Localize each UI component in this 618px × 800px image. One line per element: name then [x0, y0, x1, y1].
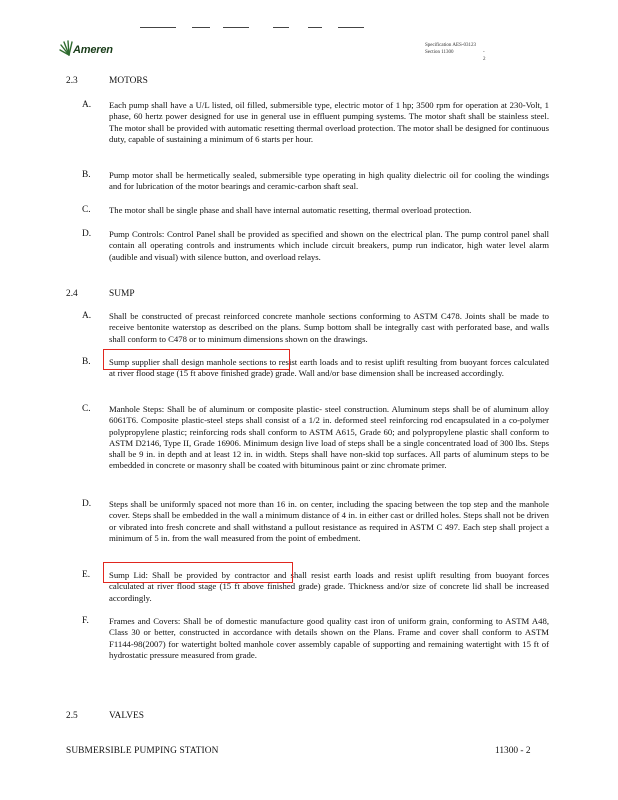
- section-title-sump: SUMP: [109, 289, 135, 299]
- item-letter: C.: [82, 404, 91, 414]
- item-letter: C.: [82, 205, 91, 215]
- item-letter: A.: [82, 100, 92, 110]
- paragraph-manhole-steps: Manhole Steps: Shall be of aluminum or composite plastic- steel construction. Aluminum steps shall be of aluminum alloy 6061T6. Composite plastic-steel steps shall consist of a 1/2 in. deformed steel reinforcing rod encapsulated in a co-polymer polypropylene plastic; reinforcing rods shall conform to ASTM A615, Grade 60; and polypropylene plastic shall conform to ASTM D2146, Type II, Grade 16906. Minimum design live load of steps shall be a single concentrated load of 300 lbs. Steps shall be 9 in. in depth and at least 12 in. in width. Steps shall have non-skid top surfaces. All parts of aluminum steps to be embedded in concrete or masonry shall be coated with bituminous paint or zinc chromate primer.: [109, 404, 549, 471]
- item-letter: E.: [82, 570, 91, 580]
- paragraph-sump-d: Steps shall be uniformly spaced not more than 16 in. on center, including the spacing between the top step and the manhole cover. Steps shall be embedded in the wall a minimum distance of 4 in. in either cast or drilled holes. Steps shall not be driven or vibrated into fresh concrete and shall withstand a pullout resistance as required in ASTM C 497. Each step shall project a minimum of 5 in. from the wall measured from the point of embedment.: [109, 499, 549, 543]
- paragraph-sump-a: Shall be constructed of precast reinforced concrete manhole sections conforming to ASTM C478. Joints shall be made to receive bentonite waterstop as described on the plans. Sump bottom shall be integrally cast with perforated base, and walls shall conform to C478 or to minimum dimensions shown on the drawings.: [109, 311, 549, 344]
- logo-text: Ameren: [73, 44, 113, 56]
- paragraph-sump-b: Sump supplier shall design manhole sections to resist earth loads and to resist uplift resulting from buoyant forces calculated at river flood stage (15 ft above finished grade) grade. Wall and/or base dimension shall be increased accordingly.: [109, 357, 549, 379]
- item-letter: B.: [82, 357, 91, 367]
- item-letter: D.: [82, 229, 92, 239]
- item-letter: B.: [82, 170, 91, 180]
- company-logo: [59, 40, 121, 60]
- header-rules: [140, 27, 380, 31]
- section-number-2-5: 2.5: [66, 711, 78, 721]
- item-letter: A.: [82, 311, 92, 321]
- paragraph-frames-covers: Frames and Covers: Shall be of domestic manufacture good quality cast iron of uniform grain, conforming to ASTM A48, Class 30 or better, constructed in accordance with details shown on the Plans. Frame and cover shall conform to ASTM F1144-98(2007) for watertight bolted manhole cover assembly capable of supporting and remaining watertight with 15 ft of hydrostatic pressure measured from grade.: [109, 616, 549, 660]
- section-number-2-3: 2.3: [66, 76, 78, 86]
- paragraph-sump-lid: Sump Lid: Shall be provided by contractor and shall resist earth loads and resist uplift resulting from buoyant forces calculated at river flood stage (15 ft above finished grade) grade. Thickness and/or size of concrete lid shall be increased accordingly.: [109, 570, 549, 603]
- section-number: Section 11300: [425, 50, 454, 55]
- section-number-2-4: 2.4: [66, 289, 78, 299]
- footer-page-number: 11300 - 2: [495, 746, 531, 756]
- highlight-box-sump-lid: [103, 562, 293, 583]
- paragraph-motor-c: The motor shall be single phase and shall have internal automatic resetting, thermal overload protection.: [109, 205, 472, 215]
- section-title-motors: MOTORS: [109, 76, 148, 86]
- paragraph-motor-a: Each pump shall have a U/L listed, oil filled, submersible type, electric motor of 1 hp; 3500 rpm for operation at 230-Volt, 1 phase, 60 hertz power designed for use in general use in effluent pumping systems. The motor shaft shall be stainless steel. The motor shall be provided with automatic resetting thermal overload protection. The motor shall be designed for continuous duty, capable of sustaining a minimum of 6 starts per hour.: [109, 100, 549, 144]
- item-letter: F.: [82, 616, 89, 626]
- section-title-valves: VALVES: [109, 711, 144, 721]
- paragraph-motor-b: Pump motor shall be hermetically sealed, submersible type operating in high quality dielectric oil for cooling the windings and for lubrication of the motor bearings and ceramic-carbon shaft seal.: [109, 170, 549, 192]
- paragraph-pump-controls: Pump Controls: Control Panel shall be provided as specified and shown on the electrical plan. The pump control panel shall contain all operating controls and instruments which include circuit breakers, pump run indicator, high water level alarm (audible and visual) with silence button, and overload relays.: [109, 229, 549, 262]
- footer-title: SUBMERSIBLE PUMPING STATION: [66, 746, 219, 756]
- page-marker: - 2: [483, 50, 486, 62]
- spec-number: Specification AES-03123: [425, 43, 476, 48]
- item-letter: D.: [82, 499, 92, 509]
- spec-reference: [425, 42, 486, 62]
- highlight-box-sump-supplier: [103, 349, 290, 370]
